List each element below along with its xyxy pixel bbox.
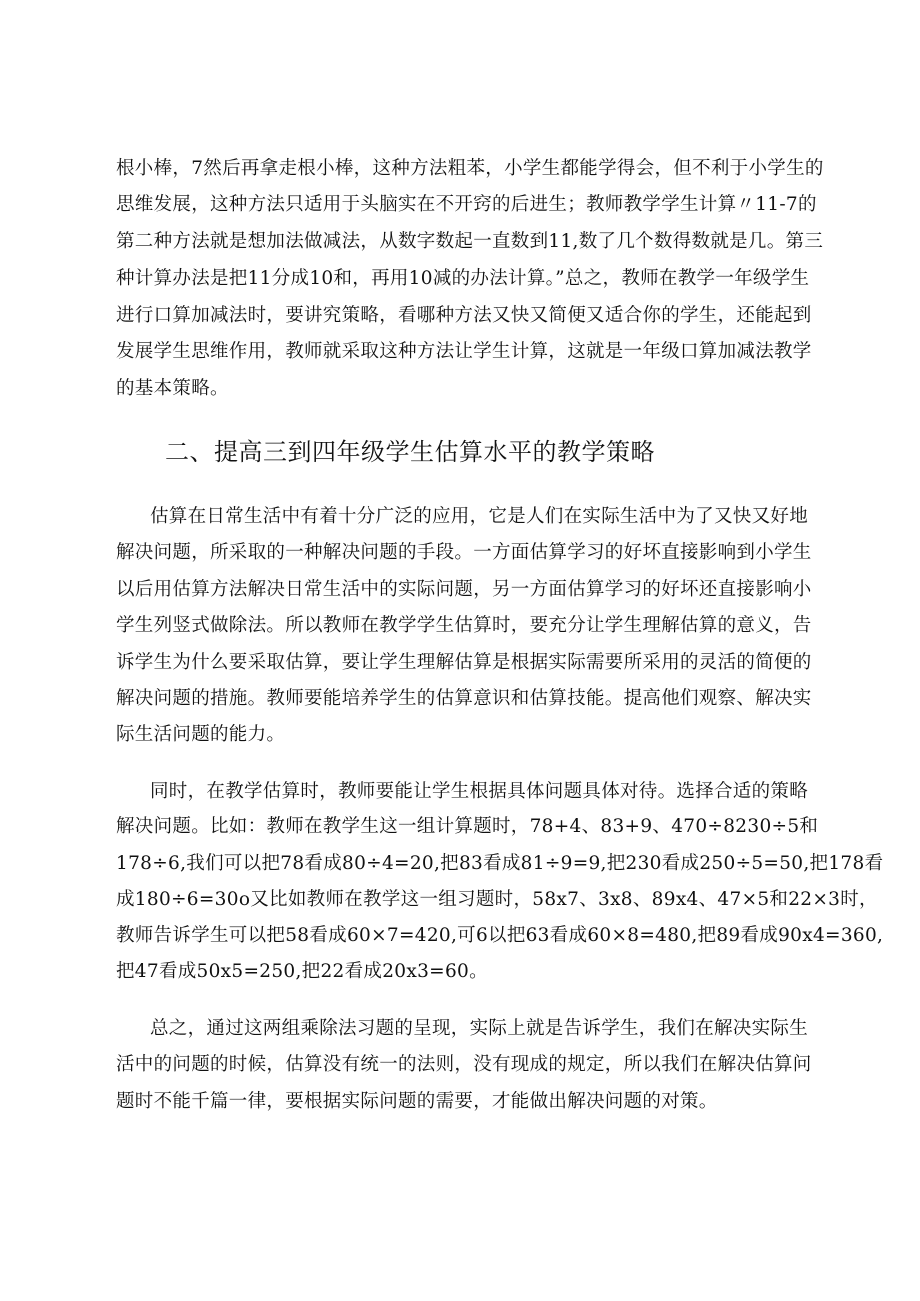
paragraph-1-line-4: 种计算办法是把11分成10和，再用10减的办法计算。”总之，教师在教学一年级学生 bbox=[116, 268, 810, 289]
paragraph-2-line-2: 解决问题，所采取的一种解决问题的手段。一方面估算学习的好坏直接影响到小学生 bbox=[116, 542, 812, 563]
paragraph-3-line-1: 同时，在教学估算时，教师要能让学生根据具体问题具体对待。选择合适的策略 bbox=[150, 781, 809, 802]
paragraph-1-line-5: 进行口算加减法时，要讲究策略，看哪种方法又快又简便又适合你的学生，还能起到 bbox=[116, 305, 812, 326]
paragraph-2-line-1: 估算在日常生活中有着十分广泛的应用，它是人们在实际生活中为了又快又好地 bbox=[150, 506, 809, 527]
paragraph-4-line-1: 总之，通过这两组乘除法习题的呈现，实际上就是告诉学生，我们在解决实际生 bbox=[150, 1018, 809, 1039]
paragraph-1-line-3: 第二种方法就是想加法做减法，从数字数起一直数到11,数了几个数得数就是几。第三 bbox=[116, 231, 824, 252]
section-heading: 二、提高三到四年级学生估算水平的教学策略 bbox=[165, 438, 655, 466]
paragraph-1-line-7: 的基本策略。 bbox=[116, 378, 229, 399]
paragraph-3-line-2: 解决问题。比如：教师在教学生这一组计算题时，78+4、83+9、470÷8230÷5和 bbox=[116, 816, 819, 837]
paragraph-1-line-6: 发展学生思维作用，教师就采取这种方法让学生计算，这就是一年级口算加减法教学 bbox=[116, 341, 812, 362]
paragraph-3-line-4: 成180÷6=30o又比如教师在教学这一组习题时，58x7、3x8、89x4、47×5和22×3时， bbox=[116, 889, 878, 910]
paragraph-2-line-7: 际生活问题的能力。 bbox=[116, 724, 286, 745]
paragraph-3-line-5: 教师告诉学生可以把58看成60×7=420,可6以把63看成60×8=480,把89看成90x4=360, bbox=[116, 925, 884, 946]
paragraph-2-line-3: 以后用估算方法解决日常生活中的实际问题，另一方面估算学习的好坏还直接影响小 bbox=[116, 579, 812, 600]
paragraph-4-line-2: 活中的问题的时候，估算没有统一的法则，没有现成的规定，所以我们在解决估算问 bbox=[116, 1054, 812, 1075]
paragraph-3-line-3: 178÷6,我们可以把78看成80÷4=20,把83看成81÷9=9,把230看成250÷5=50,把178看 bbox=[116, 853, 884, 874]
paragraph-2-line-5: 诉学生为什么要采取估算，要让学生理解估算是根据实际需要所采用的灵活的简便的 bbox=[116, 652, 812, 673]
paragraph-4-line-3: 题时不能千篇一律，要根据实际问题的需要，才能做出解决问题的对策。 bbox=[116, 1091, 718, 1112]
paragraph-3-line-6: 把47看成50x5=250,把22看成20x3=60。 bbox=[116, 961, 488, 982]
paragraph-1-line-1: 根小棒，7然后再拿走根小棒，这种方法粗苯，小学生都能学得会，但不利于小学生的 bbox=[116, 158, 824, 179]
paragraph-1-line-2: 思维发展，这种方法只适用于头脑实在不开窍的后进生；教师教学学生计算〃11-7的 bbox=[116, 194, 817, 215]
paragraph-2-line-6: 解决问题的措施。教师要能培养学生的估算意识和估算技能。提高他们观察、解决实 bbox=[116, 688, 812, 709]
paragraph-2-line-4: 学生列竖式做除法。所以教师在教学学生估算时，要充分让学生理解估算的意义，告 bbox=[116, 615, 812, 636]
